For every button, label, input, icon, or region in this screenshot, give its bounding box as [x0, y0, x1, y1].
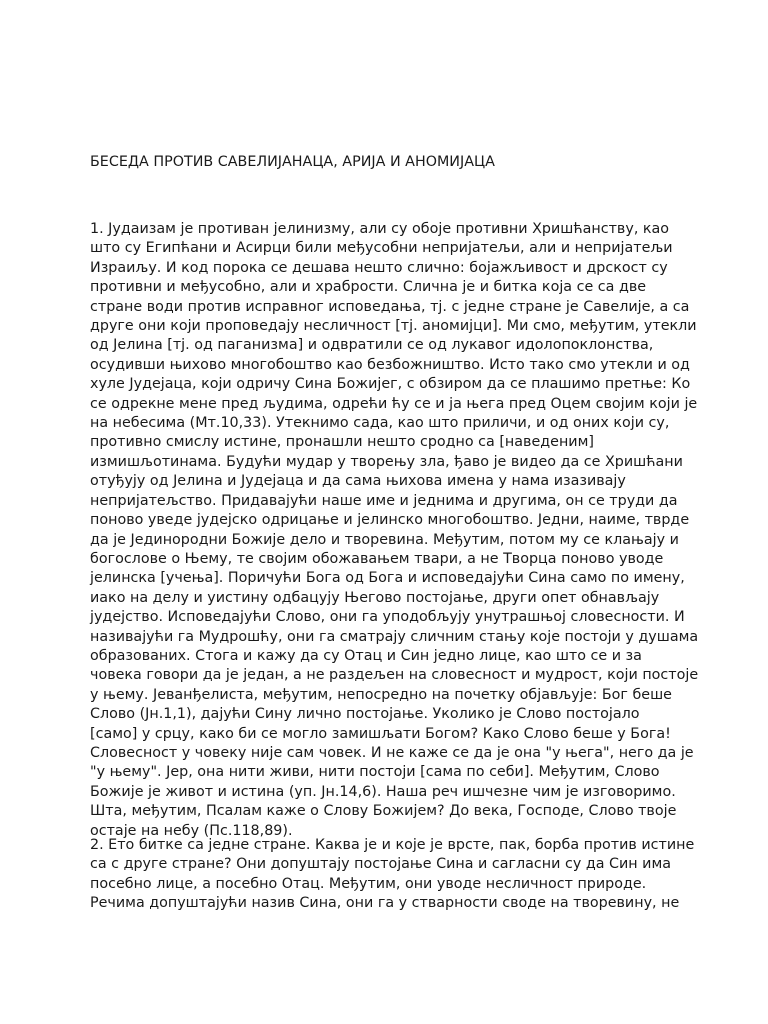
text-line: отуђују од Јелина и Јудејаца и да сама њихова имена у нама изазивају — [90, 473, 626, 490]
text-line: називајући га Мудрошћу, они га сматрају сличним стању које постоји у душама — [90, 628, 699, 645]
text-line: стране води против исправног исповедања, тј. с једне стране је Савелије, а са — [90, 298, 690, 315]
text-line: осудивши њихово многобоштво као безбожништво. Исто тако смо утекли и од — [90, 356, 690, 373]
text-line: "у њему". Јер, она нити живи, нити постоји [сама по себи]. Међутим, Слово — [90, 764, 660, 781]
text-line: да је Јединородни Божије дело и творевина. Међутим, потом му се клањају и — [90, 531, 679, 548]
text-line: јелинска [учења]. Поричући Бога од Бога и исповедајући Сина само по имену, — [90, 570, 685, 587]
text-line: Словесност у човеку није сам човек. И не каже се да је она "у њега", него да је — [90, 744, 694, 761]
text-line: Божије је живот и истина (уп. Јн.14,6). Наша реч ишчезне чим је изговоримо. — [90, 783, 676, 800]
text-line: богослове о Њему, те својим обожавањем твари, а не Творца поново уводе — [90, 550, 664, 567]
text-line: поново уведе јудејско одрицање и јелинско многобоштво. Једни, наиме, тврде — [90, 512, 690, 529]
text-line: иако на делу и уистину одбацују Његово постојање, други опет обнављају — [90, 589, 660, 606]
text-line: човека говори да је један, а не раздељен на словесност и мудрост, који постоје — [90, 667, 699, 684]
text-line: што су Египћани и Асирци били међусобни непријатељи, али и непријатељи — [90, 240, 673, 257]
text-line: Речима допуштајући назив Сина, они га у стварности своде на творевину, не — [90, 895, 680, 912]
text-line: јудејство. Исповедајући Слово, они га уподобљују унутрашњој словесности. И — [90, 609, 685, 626]
text-line: у њему. Јеванђелиста, међутим, непосредно на почетку објављује: Бог беше — [90, 686, 672, 703]
text-line: измишљотинама. Будући мудар у творењу зла, ђаво је видео да се Хришћани — [90, 453, 683, 470]
text-line: противно смислу истине, пронашли нешто сродно са [наведеним] — [90, 434, 594, 451]
paragraph-1 — [90, 220, 698, 841]
text-line: образованих. Стога и кажу да су Отац и Син једно лице, као што се и за — [90, 647, 642, 664]
text-line: Слово (Јн.1,1), дајући Сину лично постојање. Уколико је Слово постојало — [90, 706, 640, 723]
text-line: на небесима (Мт.10,33). Утекнимо сада, као што приличи, и од оних који су, — [90, 415, 670, 432]
document-title: БЕСЕДА ПРОТИВ САВЕЛИЈАНАЦА, АРИЈА И АНОМИЈАЦА — [90, 154, 495, 170]
text-line: [само] у срцу, како би се могло замишљати Богом? Како Слово беше у Бога! — [90, 725, 671, 742]
text-line: Израиљу. И код порока се дешава нешто слично: бојажљивост и дрскост су — [90, 259, 668, 276]
text-line: од Јелина [тј. од паганизма] и одвратили се од лукавог идолопоклонства, — [90, 337, 654, 354]
text-line: 2. Ето битке са једне стране. Каква је и које је врсте, пак, борба против истине — [90, 837, 695, 853]
text-line: непријатељство. Придавајући наше име и једнима и другима, он се труди да — [90, 492, 678, 509]
text-line: Шта, међутим, Псалам каже о Слову Божијем? До века, Господе, Слово твоје — [90, 803, 677, 820]
text-line: са с друге стране? Они допуштају постојање Сина и сагласни су да Син има — [90, 856, 672, 873]
paragraph-2 — [90, 836, 694, 914]
text-line: противни и међусобно, али и храбрости. Слична је и битка која се са две — [90, 279, 647, 296]
text-line: посебно лице, а посебно Отац. Међутим, они уводе несличност природе. — [90, 875, 647, 892]
text-line: друге они који проповедају несличност [тј. аномијци]. Ми смо, међутим, утекли — [90, 318, 697, 335]
text-line: 1. Јудаизам је противан јелинизму, али су обоје противни Хришћанству, као — [90, 221, 670, 237]
text-line: хуле Јудејаца, који одричу Сина Божијег, с обзиром да се плашимо претње: Ко — [90, 376, 691, 393]
text-line: остаје на небу (Пс.118,89). — [90, 822, 293, 839]
text-line: се одрекне мене пред људима, одрећи ћу се и ја њега пред Оцем својим који је — [90, 395, 698, 412]
